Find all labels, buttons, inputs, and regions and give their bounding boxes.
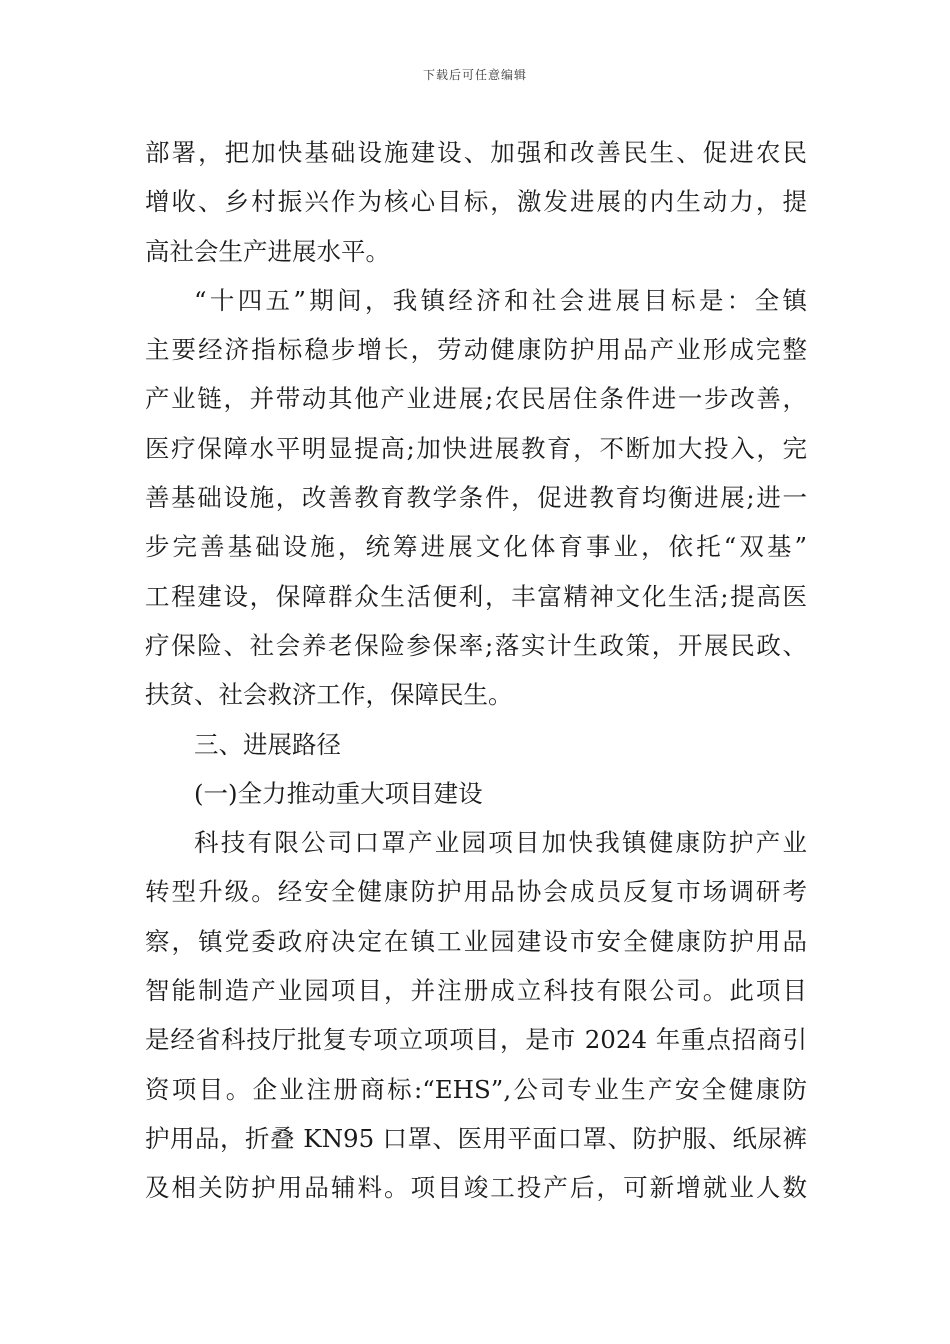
text-line: 资项目。企业注册商标:“EHS”,公司专业生产安全健康防 [145,1074,807,1104]
section-heading: 三、进展路径 [194,729,341,759]
text-line: 产业链，并带动其他产业进展;农民居住条件进一步改善， [145,384,807,414]
text-line: 工程建设，保障群众生活便利，丰富精神文化生活;提高医 [145,581,807,611]
page-header: 下载后可任意编辑 [422,68,527,82]
text-line: 及相关防护用品辅料。项目竣工投产后，可新增就业人数 [145,1173,807,1203]
text-line: 疗保险、社会养老保险参保率;落实计生政策，开展民政、 [145,630,807,660]
text-line: 察，镇党委政府决定在镇工业园建设市安全健康防护用品 [145,926,807,956]
text-line: 科技有限公司口罩产业园项目加快我镇健康防护产业 [194,828,807,858]
text-line: 高社会生产进展水平。 [145,236,390,266]
text-line: 护用品，折叠 KN95 口罩、医用平面口罩、防护服、纸尿裤 [145,1123,807,1153]
text-line: “十四五”期间，我镇经济和社会进展目标是：全镇 [194,285,807,315]
text-line: 增收、乡村振兴作为核心目标，激发进展的内生动力，提 [145,187,807,217]
text-line: 主要经济指标稳步增长，劳动健康防护用品产业形成完整 [145,335,807,365]
text-line: 善基础设施，改善教育教学条件，促进教育均衡进展;进一 [145,483,807,513]
text-line: 转型升级。经安全健康防护用品协会成员反复市场调研考 [145,877,807,907]
text-line: 是经省科技厅批复专项立项项目，是市 2024 年重点招商引 [145,1025,807,1055]
text-line: 步完善基础设施，统筹进展文化体育事业，依托“双基” [145,532,807,562]
text-line: 医疗保障水平明显提高;加快进展教育，不断加大投入，完 [145,433,807,463]
text-line: 部署，把加快基础设施建设、加强和改善民生、促进农民 [145,138,807,167]
subsection-heading: (一)全力推动重大项目建设 [194,778,483,808]
text-line: 智能制造产业园项目，并注册成立科技有限公司。此项目 [145,976,807,1006]
text-line: 扶贫、社会救济工作，保障民生。 [145,680,513,710]
body-text [145,128,807,1213]
